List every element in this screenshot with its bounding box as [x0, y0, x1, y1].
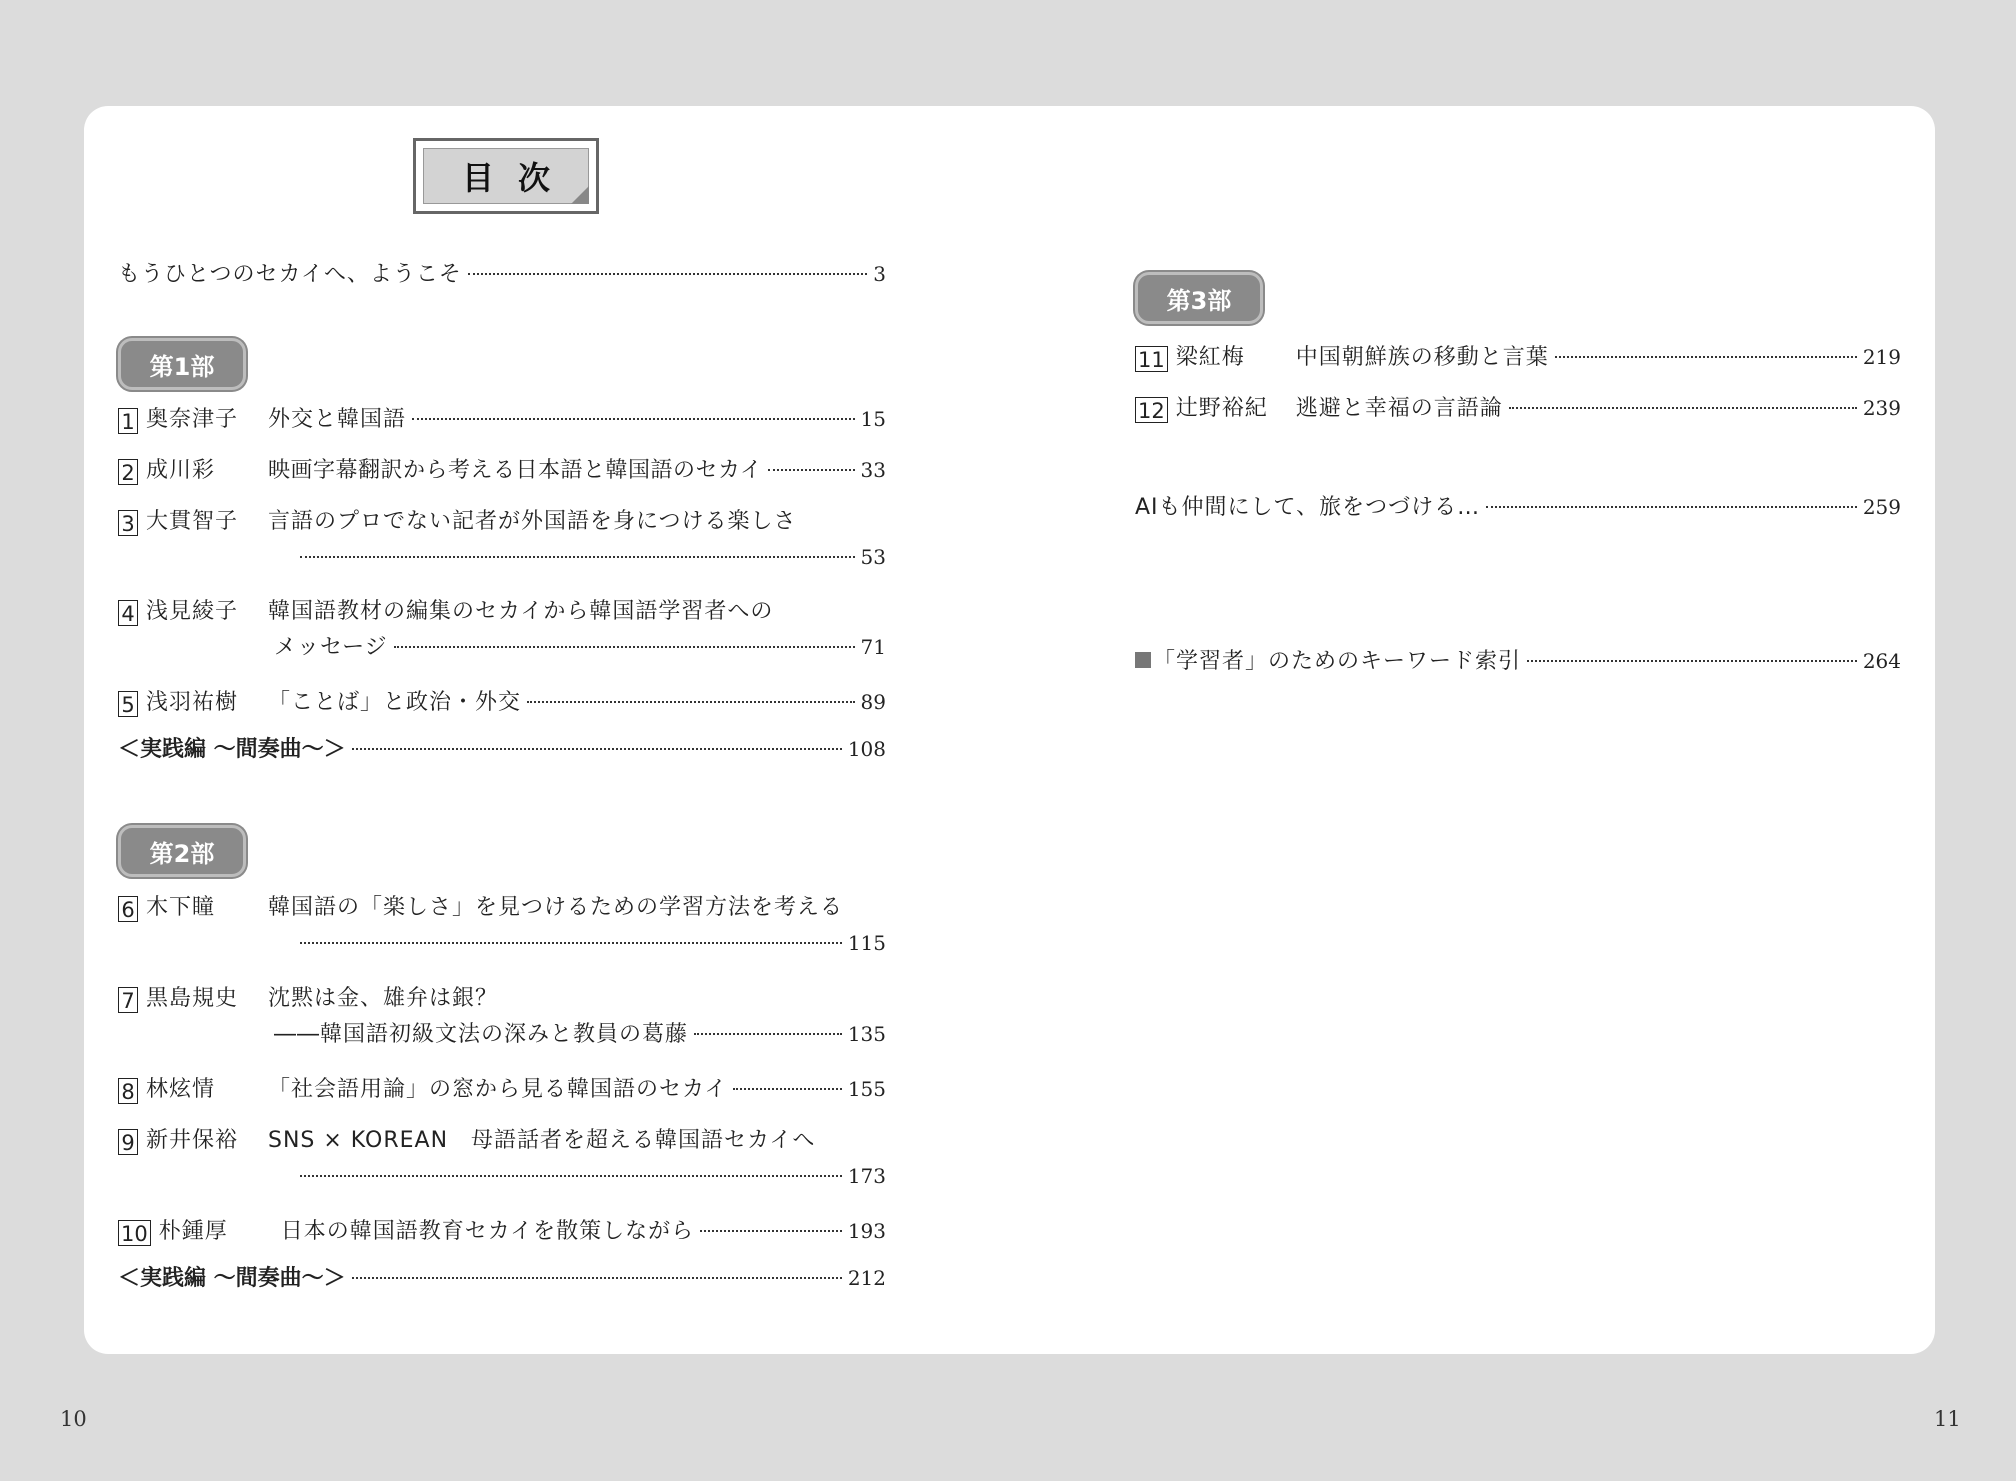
closing-title: AIも仲間にして、旅をつづける… — [1135, 495, 1481, 520]
dot-leader — [412, 418, 855, 420]
intro-title: もうひとつのセカイへ、ようこそ — [118, 262, 462, 287]
dot-leader — [1509, 407, 1857, 409]
toc-entry-continuation[interactable] — [300, 547, 886, 567]
chapter-author: 新井保裕 — [146, 1128, 239, 1153]
chapter-title: 韓国語教材の編集のセカイから韓国語学習者への — [268, 599, 774, 624]
toc-entry[interactable] — [1135, 394, 1901, 423]
chapter-number: 10 — [118, 1220, 151, 1246]
chapter-number: 8 — [118, 1078, 138, 1104]
chapter-title: 「社会語用論」の窓から見る韓国語のセカイ — [268, 1077, 728, 1102]
dot-leader — [733, 1088, 841, 1090]
toc-entry[interactable] — [118, 405, 886, 434]
chapter-author: 大貫智子 — [146, 509, 239, 534]
chapter-page: 155 — [847, 1077, 886, 1101]
interlude-page: 212 — [847, 1266, 886, 1290]
chapter-author: 木下瞳 — [146, 895, 216, 920]
closing-page: 259 — [1862, 495, 1901, 519]
chapter-page: 135 — [847, 1022, 886, 1046]
title-inner — [423, 148, 589, 204]
chapter-page: 239 — [1862, 396, 1901, 420]
toc-entry[interactable] — [118, 1075, 886, 1104]
toc-entry[interactable] — [118, 597, 886, 626]
chapter-title: 韓国語の「楽しさ」を見つけるための学習方法を考える — [268, 895, 844, 920]
chapter-author: 浅羽祐樹 — [146, 690, 239, 715]
dot-leader — [468, 273, 867, 275]
toc-entry[interactable] — [118, 984, 886, 1013]
chapter-number: 1 — [118, 408, 138, 434]
chapter-title: 言語のプロでない記者が外国語を身につける楽しさ — [268, 509, 797, 534]
chapter-page: 219 — [1862, 345, 1901, 369]
page-corner-icon — [571, 186, 589, 204]
toc-entry-continuation[interactable] — [300, 933, 886, 953]
dot-leader — [1527, 660, 1857, 662]
chapter-title: 逃避と幸福の言語論 — [1295, 396, 1503, 421]
dot-leader — [1486, 506, 1857, 508]
toc-entry[interactable] — [118, 688, 886, 717]
toc-entry[interactable] — [118, 893, 886, 922]
chapter-title: 「ことば」と政治・外交 — [268, 690, 522, 715]
chapter-page: 115 — [847, 931, 886, 955]
page-title: 目次 — [461, 159, 574, 197]
dot-leader — [1555, 356, 1857, 358]
chapter-author: 梁紅梅 — [1175, 345, 1245, 370]
dot-leader — [352, 1277, 842, 1279]
intro-page: 3 — [873, 262, 886, 286]
chapter-author: 辻野裕紀 — [1175, 396, 1268, 421]
chapter-number: 4 — [118, 600, 138, 626]
toc-entry-continuation[interactable] — [300, 1166, 886, 1186]
dot-leader — [527, 701, 855, 703]
index-page: 264 — [1862, 649, 1901, 673]
square-bullet-icon — [1135, 652, 1151, 668]
part-2-badge: 第2部 — [118, 825, 246, 877]
dot-leader — [394, 646, 855, 648]
chapter-subtitle: ――韓国語初級文法の深みと教員の葛藤 — [274, 1022, 689, 1047]
chapter-author: 林炫情 — [146, 1077, 216, 1102]
chapter-author: 浅見綾子 — [146, 599, 239, 624]
chapter-number: 7 — [118, 987, 138, 1013]
toc-entry[interactable] — [1135, 343, 1901, 372]
chapter-title: 沈黙は金、雄弁は銀？ — [268, 986, 499, 1011]
chapter-number: 6 — [118, 896, 138, 922]
part-1-badge: 第1部 — [118, 338, 246, 390]
chapter-number: 5 — [118, 691, 138, 717]
chapter-page: 173 — [847, 1164, 886, 1188]
chapter-author: 成川彩 — [146, 458, 216, 483]
dot-leader — [694, 1033, 842, 1035]
index-title: 「学習者」のためのキーワード索引 — [1153, 649, 1522, 674]
toc-entry[interactable] — [118, 456, 886, 485]
chapter-author: 黒島規史 — [146, 986, 239, 1011]
chapter-title: 外交と韓国語 — [268, 407, 407, 432]
chapter-author: 朴鍾厚 — [158, 1219, 228, 1244]
toc-entry-continuation[interactable] — [274, 637, 886, 659]
dot-leader — [700, 1230, 842, 1232]
dot-leader — [300, 942, 842, 944]
interlude-title: ＜実践編 ～間奏曲～＞ — [118, 1266, 346, 1291]
chapter-author: 奥奈津子 — [146, 407, 239, 432]
toc-title-box — [413, 138, 599, 214]
toc-entry[interactable] — [118, 507, 886, 536]
toc-interlude[interactable] — [118, 1268, 886, 1290]
chapter-page: 15 — [860, 407, 886, 431]
chapter-page: 33 — [860, 458, 886, 482]
interlude-title: ＜実践編 ～間奏曲～＞ — [118, 737, 346, 762]
chapter-page: 193 — [847, 1219, 886, 1243]
left-page-number: 10 — [60, 1407, 87, 1431]
dot-leader — [300, 556, 855, 558]
chapter-page: 71 — [860, 635, 886, 659]
chapter-number: 3 — [118, 510, 138, 536]
interlude-page: 108 — [847, 737, 886, 761]
toc-index[interactable] — [1135, 651, 1901, 673]
toc-intro[interactable] — [118, 264, 886, 286]
chapter-number: 9 — [118, 1129, 138, 1155]
chapter-number: 12 — [1135, 397, 1168, 423]
toc-entry-continuation[interactable] — [274, 1024, 886, 1046]
chapter-number: 11 — [1135, 346, 1168, 372]
chapter-page: 89 — [860, 690, 886, 714]
chapter-title: 中国朝鮮族の移動と言葉 — [1295, 345, 1549, 370]
toc-closing[interactable] — [1135, 497, 1901, 519]
chapter-title: 日本の韓国語教育セカイを散策しながら — [280, 1219, 695, 1244]
toc-entry[interactable] — [118, 1126, 886, 1155]
dot-leader — [768, 469, 854, 471]
chapter-page: 53 — [860, 545, 886, 569]
right-page-number: 11 — [1934, 1407, 1961, 1431]
toc-entry[interactable] — [118, 1217, 886, 1246]
chapter-title: SNS × KOREAN 母語話者を超える韓国語セカイへ — [268, 1128, 816, 1153]
chapter-title-line2: メッセージ — [274, 635, 388, 660]
chapter-number: 2 — [118, 459, 138, 485]
chapter-title: 映画字幕翻訳から考える日本語と韓国語のセカイ — [268, 458, 763, 483]
part-3-badge: 第3部 — [1135, 272, 1263, 324]
toc-interlude[interactable] — [118, 739, 886, 761]
dot-leader — [300, 1175, 842, 1177]
dot-leader — [352, 748, 842, 750]
